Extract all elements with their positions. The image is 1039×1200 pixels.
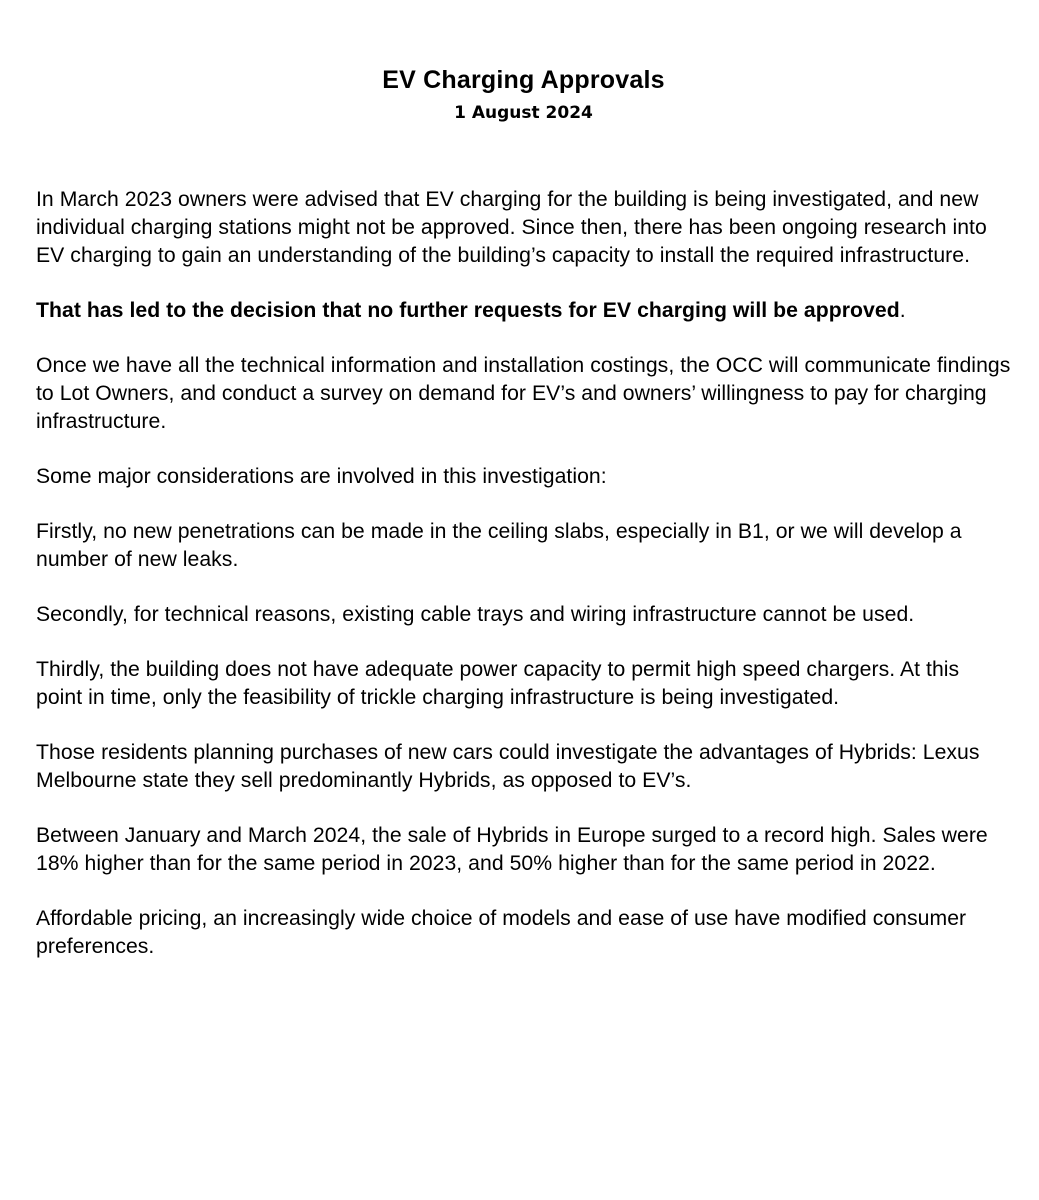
document-page [36,58,1011,988]
paragraph-next-steps: Once we have all the technical information and installation costings, the OCC will communicate findings to Lot Owners, and conduct a survey on demand for EV’s and owners’ willingness to pay for charging infrastructure. [36,354,1011,433]
paragraph-background: In March 2023 owners were advised that EV charging for the building is being investigated, and new individual charging stations might not be approved. Since then, there has been ongoing research into EV charging to gain an understanding of the building’s capacity to install the required infrastructure. [36,188,987,267]
paragraph-firstly: Firstly, no new penetrations can be made in the ceiling slabs, especially in B1, or we will develop a number of new leaks. [36,520,962,571]
paragraph-considerations-intro: Some major considerations are involved in this investigation: [36,465,607,488]
paragraph-hybrid-sales: Between January and March 2024, the sale of Hybrids in Europe surged to a record high. Sales were 18% higher than for the same period in 2023, and 50% higher than for the same period in 2022. [36,824,988,875]
decision-period: . [899,299,906,322]
document-date: 1 August 2024 [454,103,593,123]
paragraph-hybrids-advice: Those residents planning purchases of new cars could investigate the advantages of Hybrids: Lexus Melbourne state they sell predominantly Hybrids, as opposed to EV’s. [36,741,980,792]
paragraph-consumer-preferences: Affordable pricing, an increasingly wide choice of models and ease of use have modified consumer preferences. [36,907,967,958]
document-title: EV Charging Approvals [382,66,665,94]
paragraph-decision [36,297,1011,325]
decision-statement: That has led to the decision that no further requests for EV charging will be approved [36,299,900,322]
paragraph-thirdly: Thirdly, the building does not have adequate power capacity to permit high speed chargers. At this point in time, only the feasibility of trickle charging infrastructure is being investigated. [36,658,960,709]
paragraph-secondly: Secondly, for technical reasons, existing cable trays and wiring infrastructure cannot be used. [36,603,915,626]
